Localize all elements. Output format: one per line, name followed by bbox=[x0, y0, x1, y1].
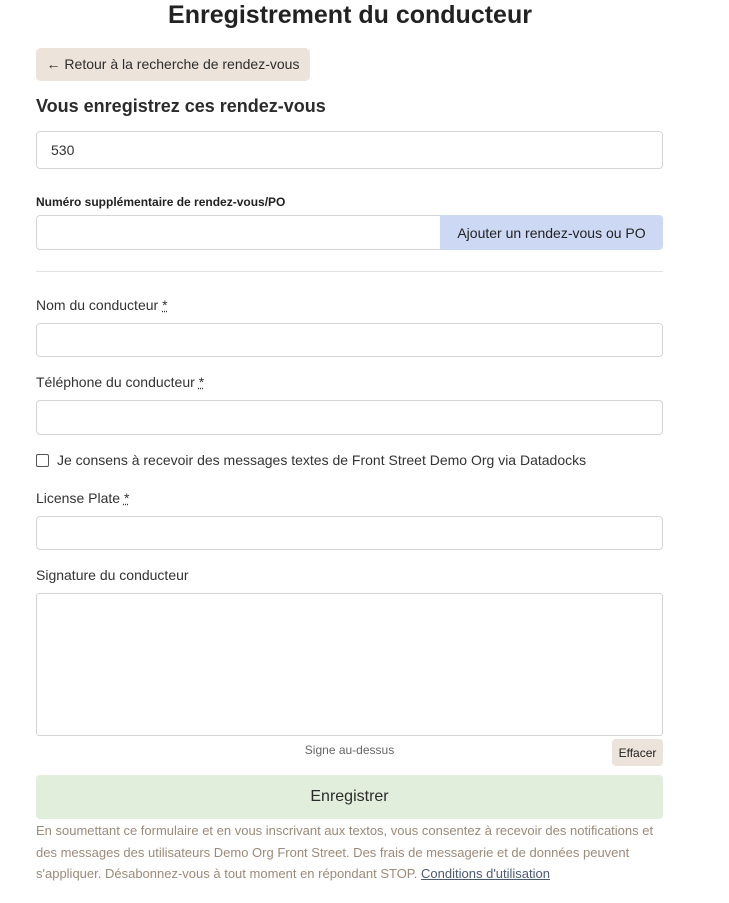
extra-appointment-label: Numéro supplémentaire de rendez-vous/PO bbox=[36, 195, 286, 209]
disclaimer bbox=[36, 820, 676, 885]
driver-name-input[interactable] bbox=[36, 323, 663, 357]
driver-phone-input[interactable] bbox=[36, 400, 663, 435]
driver-name-label-text: Nom du conducteur bbox=[36, 297, 159, 313]
page-title: Enregistrement du conducteur bbox=[168, 1, 532, 29]
license-plate-label bbox=[36, 490, 129, 507]
submit-button[interactable]: Enregistrer bbox=[36, 775, 663, 819]
sms-consent-checkbox[interactable] bbox=[36, 454, 49, 467]
required-marker: * bbox=[123, 490, 130, 506]
back-to-search-button[interactable]: ← Retour à la recherche de rendez-vous bbox=[36, 48, 310, 81]
add-appointment-button[interactable]: Ajouter un rendez-vous ou PO bbox=[440, 215, 663, 250]
signature-label: Signature du conducteur bbox=[36, 567, 189, 583]
required-marker: * bbox=[162, 297, 168, 313]
signature-pad[interactable] bbox=[36, 593, 663, 736]
license-plate-label-text: License Plate bbox=[36, 490, 121, 506]
driver-phone-label bbox=[36, 374, 204, 391]
driver-phone-label-text: Téléphone du conducteur bbox=[36, 374, 195, 390]
required-marker: * bbox=[198, 374, 205, 390]
license-plate-input[interactable] bbox=[36, 516, 663, 550]
sms-consent-label: Je consens à recevoir des messages textes de Front Street Demo Org via Datadocks bbox=[57, 452, 587, 468]
terms-link[interactable]: Conditions d'utilisation bbox=[421, 866, 550, 881]
signature-hint: Signe au-dessus bbox=[304, 743, 395, 757]
section-divider bbox=[36, 271, 663, 272]
clear-signature-button[interactable]: Effacer bbox=[612, 739, 663, 766]
extra-appointment-input[interactable] bbox=[36, 215, 441, 250]
appointments-input[interactable] bbox=[36, 131, 663, 169]
disclaimer-text: En soumettant ce formulaire et en vous inscrivant aux textos, vous consentez à recevoir des notifications et des messages des utilisateurs Demo Org Front Street. Des frais de messagerie et de données peuvent s'appliquer. Désabonnez-vous à tout moment en répondant STOP. bbox=[36, 823, 654, 881]
driver-name-label bbox=[36, 297, 168, 314]
appointments-heading: Vous enregistrez ces rendez-vous bbox=[36, 96, 326, 116]
sms-consent-row bbox=[36, 451, 586, 469]
